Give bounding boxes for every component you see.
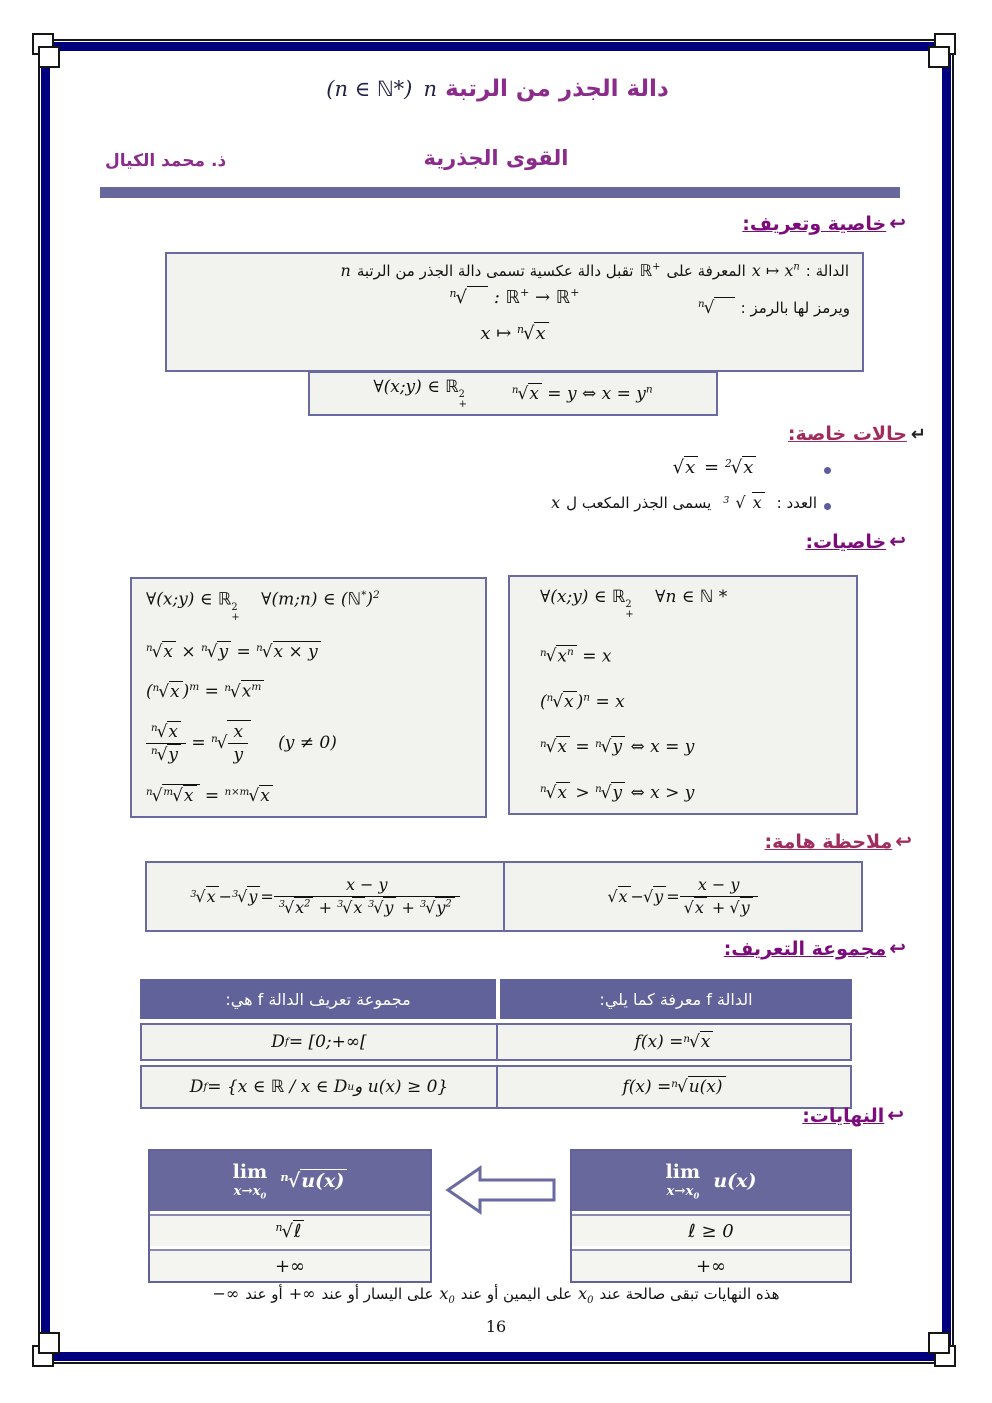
table-row — [140, 1023, 852, 1061]
domain-table — [140, 979, 852, 1109]
definition-sentence — [167, 254, 862, 280]
table-row — [140, 1065, 852, 1109]
forall-condition: ∀(x;y) ∈ ℝ 2 + — [373, 376, 467, 410]
section-heading-limits — [802, 1103, 904, 1127]
equivalence-formula: $^n$√x = y ⇔ $x = y^n$ — [511, 383, 653, 404]
cube-root-math: $^3$ √ x — [717, 493, 770, 512]
limit-result-infinite: +∞ — [150, 1249, 430, 1281]
limit-source-infinite: +∞ — [572, 1249, 850, 1281]
note-text-3: على اليسار أو عند — [321, 1285, 434, 1303]
cube-root-naming — [548, 492, 820, 512]
power-of-root-identity: ($^n$√x )$^n$ = x — [540, 691, 625, 712]
square-root-equals-second-root: √x = $^2$√x — [615, 456, 815, 479]
note-x0-1: $x_0$ — [578, 1284, 594, 1307]
definition-text-2: المعرفة على — [666, 262, 746, 280]
note-text-2: على اليمين أو عند — [460, 1285, 573, 1303]
left-arrow-icon — [444, 1165, 558, 1215]
note-plus-infinity: +∞ — [288, 1284, 316, 1303]
symbol-label-row — [698, 297, 850, 318]
hook-arrow-icon: ↩ — [889, 211, 906, 235]
square-root-difference-identity: √x − √y = $\frac{x - y}{√x + √y}$ — [505, 863, 861, 930]
corner-ornament-icon — [38, 46, 60, 68]
root-of-root-rule: $^n$√$^m$√x = $^{n\times m}$√x — [146, 784, 471, 806]
cube-root-difference-identity: $^3$√x − $^3$√y = $\frac{x - y}{^3√x^2 + ^3√x ^3√y + ^3√y^2}$ — [147, 863, 505, 930]
section-heading-special-cases — [788, 423, 926, 445]
return-arrow-icon: ↵ — [910, 424, 926, 445]
page-title — [0, 76, 992, 102]
cube-root-text-1: العدد : — [776, 494, 817, 512]
hook-arrow-icon: ↩ — [889, 529, 906, 553]
bullet-dot — [824, 503, 831, 510]
properties-quantifiers: ∀(x;y) ∈ ℝ 2 + ∀(m;n) ∈ (ℕ*)$^2$ — [146, 589, 380, 623]
root-symbol: $^n$√ — [698, 298, 735, 318]
definition-text-1: الدالة : — [805, 262, 849, 280]
bullet-dot — [824, 467, 831, 474]
limits-validity-note — [70, 1284, 922, 1306]
equality-equivalence-rule: $^n$√x = $^n$√y ⇔ x = y — [540, 737, 695, 758]
root-map-formula: $^n$√ : ℝ+ → ℝ+ — [449, 286, 580, 308]
note-x0-2: $x_0$ — [439, 1284, 455, 1307]
equivalence-box — [308, 371, 718, 416]
product-of-roots-rule: $^n$√x × $^n$√y = $^n$√x × y — [146, 641, 471, 662]
properties-box-right — [508, 575, 858, 815]
section-heading-definition — [742, 211, 906, 235]
definition-text-3: تقبل دالة عكسية تسمى دالة الجذر من الرتبة — [356, 262, 634, 280]
properties-quantifiers: ∀(x;y) ∈ ℝ 2 + ∀n ∈ ℕ * — [540, 587, 728, 621]
definition-map-row — [167, 282, 862, 322]
header-divider-bar — [100, 187, 900, 198]
section-label: النهايات: — [802, 1105, 885, 1127]
note-text-4: أو عند — [245, 1285, 283, 1303]
definition-math-1: x ↦ $x^n$ — [751, 261, 800, 280]
domain-table-header-row — [140, 979, 852, 1019]
hook-arrow-icon: ↩ — [887, 1103, 904, 1127]
hook-arrow-icon: ↩ — [889, 936, 906, 960]
teacher-name: ذ. محمد الكيال — [105, 151, 227, 171]
limit-of-u-header: lim $x\to x_0$ u(x) — [572, 1151, 850, 1211]
domain-composed-root: D f = {x ∈ ℝ / x ∈ D u و u(x) ≥ 0} — [142, 1067, 498, 1107]
power-of-root-rule: ($^n$√x )$^m = ^n√x^m$ — [146, 680, 471, 702]
limit-of-root-header: lim $x\to x_0$ $^n$√u(x) — [150, 1151, 430, 1211]
limit-source-finite: ℓ ≥ 0 — [572, 1214, 850, 1246]
page-number: 16 — [485, 1317, 507, 1336]
section-heading-properties — [805, 529, 906, 553]
domain-simple-root: D f = [0;+∞[ — [142, 1025, 498, 1059]
section-heading-domain — [724, 936, 906, 960]
cube-root-x: x — [551, 493, 561, 512]
remark-box — [145, 861, 863, 932]
section-label: ملاحظة هامة: — [764, 831, 893, 853]
domain-header-left: مجموعة تعريف الدالة f هي: — [140, 979, 496, 1019]
section-heading-remark — [765, 829, 913, 853]
definition-math-3: n — [340, 261, 351, 280]
limit-result-finite: $^n$√ℓ — [150, 1214, 430, 1246]
x-maps-to-root-formula: x ↦ $^n$√x — [167, 322, 862, 345]
section-label: حالات خاصة: — [787, 423, 907, 445]
note-minus-infinity: −∞ — [212, 1284, 240, 1303]
definition-box — [165, 252, 864, 372]
page-subtitle: القوى الجذرية — [423, 146, 569, 170]
function-simple-root: f(x) = $^n$√x — [498, 1025, 850, 1059]
cube-root-text-2: يسمى الجذر المكعب ل — [566, 494, 712, 512]
hook-arrow-icon: ↩ — [895, 829, 912, 853]
definition-math-2: ℝ+ — [639, 261, 661, 280]
root-of-power-rule: $^n√x^n = x$ — [540, 645, 612, 667]
corner-ornament-icon — [928, 46, 950, 68]
note-text-1: هذه النهايات تبقى صالحة عند — [599, 1285, 780, 1303]
section-label: خاصية وتعريف: — [742, 213, 887, 235]
section-label: مجموعة التعريف: — [723, 938, 887, 960]
quotient-of-roots-rule: $\frac{^n√x}{^n√y}$ = $^n$√ $\frac{x}{y}$ (y ≠ 0) — [146, 720, 471, 766]
section-label: خاصيات: — [805, 531, 887, 553]
page-title-math-paren: (n ∈ ℕ*) — [326, 77, 413, 101]
limit-source-table — [570, 1149, 852, 1283]
symbol-label: ويرمز لها بالرمز : — [740, 299, 850, 317]
domain-header-right: الدالة f معرفة كما يلي: — [500, 979, 852, 1019]
order-equivalence-rule: $^n$√x > $^n$√y ⇔ x > y — [540, 782, 695, 803]
properties-box-left — [130, 577, 487, 818]
limit-result-table — [148, 1149, 432, 1283]
function-composed-root: f(x) = $^n$√u(x) — [498, 1067, 850, 1107]
page-title-math-n: n — [423, 77, 437, 101]
page-title-arabic: دالة الجذر من الرتبة — [445, 76, 669, 102]
